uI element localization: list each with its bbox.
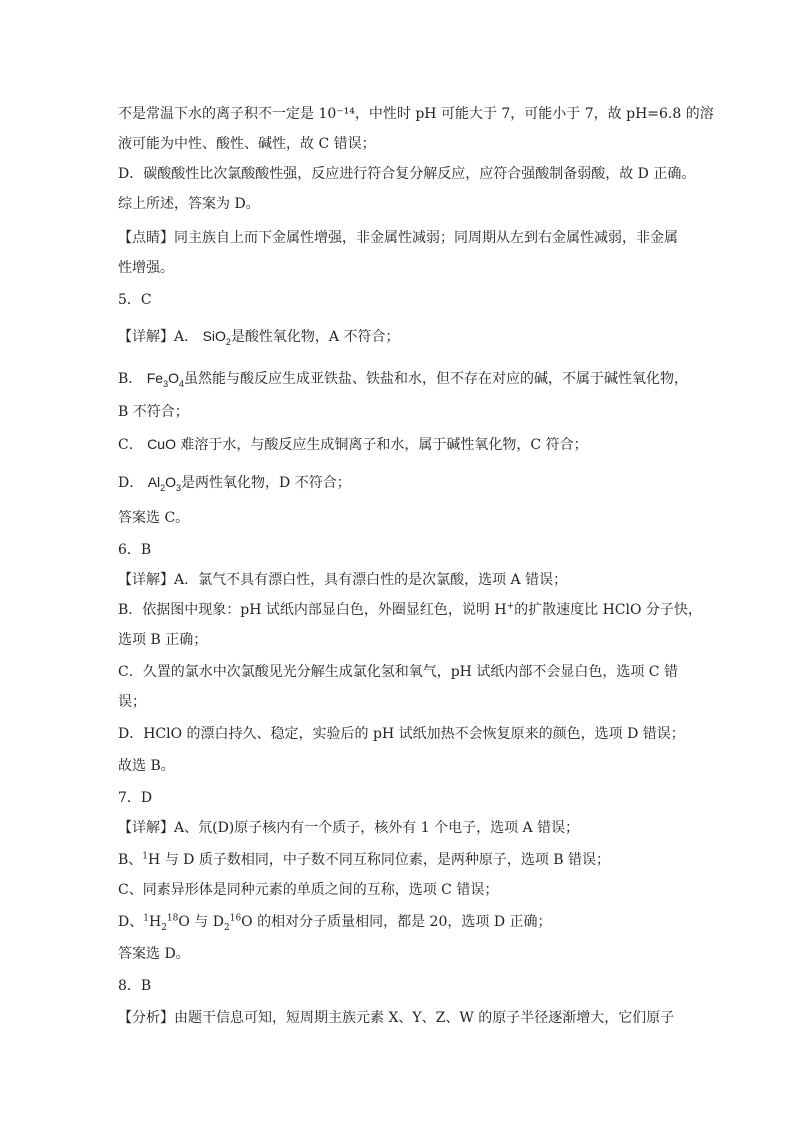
text-segment: O 的相对分子质量相同，都是 20，选项 D 正确；	[241, 914, 552, 930]
formula-subscript: 3	[176, 482, 182, 493]
text-line: 液可能为中性、酸性、碱性，故 C 错误；	[118, 136, 376, 152]
text-line: 不是常温下水的离子积不一定是 10⁻¹⁴，中性时 pH 可能大于 7，可能小于 7，故 pH=6.8 的溶	[118, 106, 714, 122]
superscript: 1	[143, 913, 149, 924]
text-segment: H 与 D 质子数相同，中子数不同互称同位素，是两种原子，选项 B 错误；	[148, 852, 611, 868]
text-line	[118, 326, 399, 347]
text-segment: D．	[118, 475, 148, 491]
formula-subscript: 2	[225, 336, 231, 347]
text-line	[118, 368, 688, 389]
text-line: C．久置的氯水中次氯酸见光分解生成氯化氢和氧气，pH 试纸内部不会显白色，选项 C 错	[118, 664, 678, 680]
text-segment: B、	[118, 852, 143, 868]
question-number: 8．B	[118, 978, 152, 994]
formula-text: O	[168, 370, 179, 386]
formula-subscript: 2	[160, 482, 166, 493]
formula-al2o3	[147, 474, 182, 493]
text-line: 【详解】A．氯气不具有漂白性，具有漂白性的是次氯酸，选项 A 错误；	[118, 572, 568, 588]
text-segment: 是酸性氧化物，A 不符合；	[230, 329, 400, 345]
text-segment: B．	[118, 371, 147, 387]
text-line	[118, 434, 588, 455]
text-line	[118, 850, 610, 870]
formula-text: O	[165, 474, 177, 490]
subscript: 2	[161, 922, 167, 933]
text-segment: 是两性氧化物，D 不符合；	[181, 475, 351, 491]
text-line: 【分析】由题干信息可知，短周期主族元素 X、Y、Z、W 的原子半径逐渐增大，它们原子	[118, 1010, 675, 1026]
text-line: 误；	[118, 694, 146, 710]
formula-sio2	[202, 328, 231, 347]
formula-fe3o4	[146, 370, 185, 389]
superscript: 16	[229, 913, 242, 924]
text-segment: 难溶于水，与酸反应生成铜离子和水，属于碱性氧化物，C 符合；	[175, 437, 588, 453]
text-line	[118, 600, 702, 620]
text-segment: O 与 D	[178, 914, 224, 930]
text-segment: 虽然能与酸反应生成亚铁盐、铁盐和水，但不存在对应的碱，不属于碱性氧化物，	[184, 371, 689, 387]
text-segment: 【详解】A．	[118, 329, 203, 345]
text-line: 故选 B。	[118, 758, 175, 774]
formula-cuo: CuO	[147, 436, 176, 452]
formula-subscript: 4	[179, 378, 185, 389]
text-segment: H	[148, 914, 162, 930]
text-line: 【点睛】同主族自上而下金属性增强，非金属性减弱；同周期从左到右金属性减弱，非金属	[118, 230, 678, 246]
text-segment: D、	[118, 914, 144, 930]
text-line: 答案选 C。	[118, 510, 190, 526]
question-number: 6．B	[118, 542, 152, 558]
text-line: D．HClO 的漂白持久、稳定，实验后的 pH 试纸加热不会恢复原来的颜色，选项 D 错误；	[118, 726, 685, 742]
text-line: 性增强。	[118, 260, 174, 276]
formula-text: SiO	[202, 328, 226, 344]
text-segment: 的扩散速度比 HClO 分子快，	[514, 602, 702, 618]
question-number: 7．D	[118, 790, 153, 806]
text-line	[118, 472, 351, 493]
formula-text: Fe	[146, 370, 164, 386]
text-line: 答案选 D。	[118, 946, 190, 962]
subscript: 2	[223, 922, 230, 933]
text-line: C、同素异形体是同种元素的单质之间的互称，选项 C 错误；	[118, 882, 499, 898]
superscript: +	[506, 601, 515, 612]
text-line: 综上所述，答案为 D。	[118, 196, 260, 212]
text-segment: B．依据图中现象：pH 试纸内部显白色，外圈显红色，说明 H	[118, 602, 507, 618]
text-line	[118, 912, 552, 932]
text-line: 选项 B 正确；	[118, 632, 208, 648]
formula-subscript: 3	[163, 378, 169, 389]
question-number: 5．C	[118, 292, 152, 308]
text-line: B 不符合；	[118, 404, 189, 420]
formula-text: Al	[147, 474, 161, 490]
superscript: 18	[166, 913, 179, 924]
text-segment: C．	[118, 437, 148, 453]
superscript: 1	[142, 851, 149, 862]
text-line: 【详解】A、氘(D)原子核内有一个质子，核外有 1 个电子，选项 A 错误；	[118, 820, 580, 836]
text-line: D．碳酸酸性比次氯酸酸性强，反应进行符合复分解反应，应符合强酸制备弱酸，故 D 正确。	[118, 166, 696, 182]
